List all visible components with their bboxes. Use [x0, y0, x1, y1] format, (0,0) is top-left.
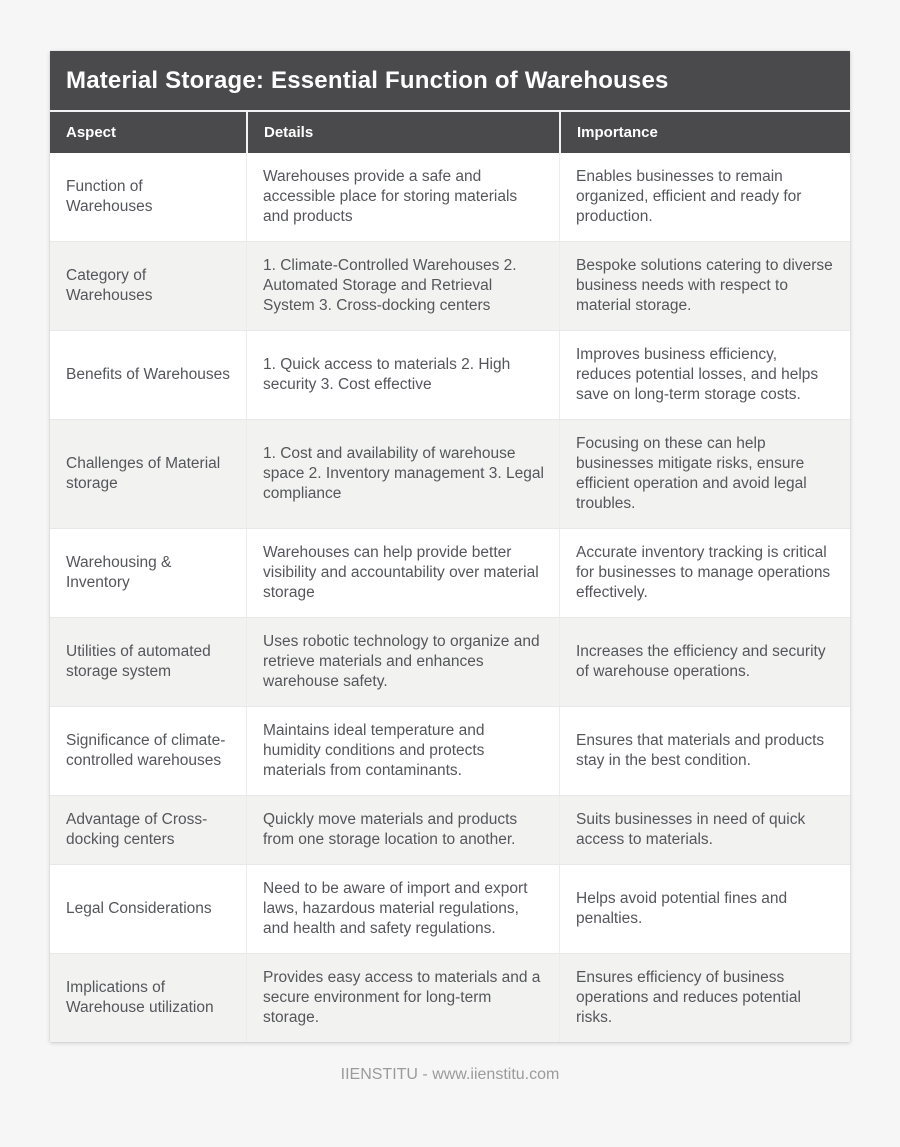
cell-details	[246, 153, 559, 241]
importance-text: Ensures that materials and products stay in the best condition.	[576, 732, 825, 769]
table-row	[50, 153, 850, 241]
cell-aspect	[50, 954, 246, 1042]
cell-details	[246, 707, 559, 795]
aspect-text: Advantage of Cross-docking centers	[66, 811, 208, 848]
table-row	[50, 795, 850, 864]
cell-importance	[559, 331, 850, 419]
table-row	[50, 706, 850, 795]
details-text: Maintains ideal temperature and humidity conditions and protects materials from contaminants.	[263, 722, 485, 779]
cell-importance	[559, 242, 850, 330]
footer-credit: IIENSTITU - www.iienstitu.com	[340, 1066, 560, 1083]
importance-text: Focusing on these can help businesses mitigate risks, ensure efficient operation and avoid legal troubles.	[576, 435, 807, 512]
cell-details	[246, 242, 559, 330]
cell-importance	[559, 796, 850, 864]
importance-text: Suits businesses in need of quick access to materials.	[576, 811, 806, 848]
aspect-text: Benefits of Warehouses	[66, 366, 230, 383]
details-text: Need to be aware of import and export laws, hazardous material regulations, and health and safety regulations.	[263, 880, 528, 937]
details-text: Warehouses can help provide better visibility and accountability over material storage	[263, 544, 539, 601]
details-text: Warehouses provide a safe and accessible place for storing materials and products	[263, 168, 518, 225]
table-row	[50, 241, 850, 330]
table-row	[50, 864, 850, 953]
aspect-text: Significance of climate-controlled warehouses	[66, 732, 226, 769]
cell-importance	[559, 707, 850, 795]
aspect-text: Function of Warehouses	[66, 178, 153, 215]
table-row	[50, 330, 850, 419]
cell-aspect	[50, 242, 246, 330]
page-title: Material Storage: Essential Function of Warehouses	[50, 51, 850, 110]
cell-aspect	[50, 153, 246, 241]
cell-importance	[559, 865, 850, 953]
table-body	[50, 153, 850, 1042]
details-text: Uses robotic technology to organize and retrieve materials and enhances warehouse safety.	[263, 633, 540, 690]
importance-text: Improves business efficiency, reduces potential losses, and helps save on long-term storage costs.	[576, 346, 819, 403]
cell-aspect	[50, 420, 246, 528]
cell-aspect	[50, 618, 246, 706]
cell-aspect	[50, 707, 246, 795]
cell-details	[246, 954, 559, 1042]
cell-importance	[559, 529, 850, 617]
importance-text: Enables businesses to remain organized, efficient and ready for production.	[576, 168, 802, 225]
aspect-text: Implications of Warehouse utilization	[66, 979, 214, 1016]
table-row	[50, 419, 850, 528]
aspect-text: Category of Warehouses	[66, 267, 153, 304]
cell-aspect	[50, 796, 246, 864]
details-text: Provides easy access to materials and a secure environment for long-term storage.	[263, 969, 541, 1026]
importance-text: Bespoke solutions catering to diverse business needs with respect to material storage.	[576, 257, 833, 314]
importance-text: Accurate inventory tracking is critical for businesses to manage operations effectively.	[576, 544, 831, 601]
cell-details	[246, 331, 559, 419]
table-row	[50, 617, 850, 706]
cell-aspect	[50, 331, 246, 419]
table-card	[50, 51, 850, 1042]
details-text: 1. Quick access to materials 2. High security 3. Cost effective	[263, 356, 511, 393]
cell-aspect	[50, 865, 246, 953]
table-row	[50, 953, 850, 1042]
details-text: Quickly move materials and products from one storage location to another.	[263, 811, 518, 848]
aspect-text: Utilities of automated storage system	[66, 643, 211, 680]
importance-text: Helps avoid potential fines and penalties.	[576, 890, 788, 927]
column-header-aspect: Aspect	[66, 124, 117, 141]
table-row	[50, 528, 850, 617]
aspect-text: Warehousing & Inventory	[66, 554, 172, 591]
cell-aspect	[50, 529, 246, 617]
aspect-text: Legal Considerations	[66, 900, 212, 917]
importance-text: Ensures efficiency of business operations and reduces potential risks.	[576, 969, 801, 1026]
cell-importance	[559, 618, 850, 706]
cell-details	[246, 865, 559, 953]
table-header-row	[50, 110, 850, 153]
details-text: 1. Climate-Controlled Warehouses 2. Automated Storage and Retrieval System 3. Cross-docking centers	[263, 257, 517, 314]
cell-details	[246, 420, 559, 528]
cell-details	[246, 796, 559, 864]
aspect-text: Challenges of Material storage	[66, 455, 221, 492]
cell-importance	[559, 153, 850, 241]
column-header-details: Details	[246, 112, 559, 153]
importance-text: Increases the efficiency and security of warehouse operations.	[576, 643, 826, 680]
details-text: 1. Cost and availability of warehouse space 2. Inventory management 3. Legal compliance	[263, 445, 544, 502]
cell-details	[246, 529, 559, 617]
cell-importance	[559, 954, 850, 1042]
cell-details	[246, 618, 559, 706]
cell-importance	[559, 420, 850, 528]
column-header-importance: Importance	[559, 112, 850, 153]
